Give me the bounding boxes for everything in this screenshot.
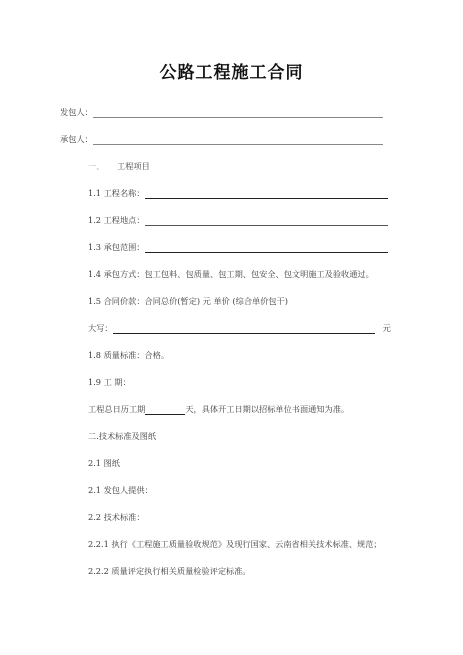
contract-scope-blank[interactable] [145, 243, 388, 253]
item-1-3-label: 1.3 承包范围： [88, 242, 145, 252]
item-2-1b: 2.1 发包人提供： [88, 485, 153, 495]
party-a-blank[interactable] [93, 108, 383, 118]
item-2-2-1: 2.2.1 执行《工程施工质量验收规范》及现行国家、云南省相关技术标准、规范； [88, 539, 382, 549]
item-2-2-2: 2.2.2 质量评定执行相关质量检验评定标准。 [88, 566, 251, 576]
daxie-unit: 元 [382, 323, 391, 333]
party-b-row [60, 133, 383, 145]
item-1-1-row [88, 187, 388, 199]
item-1-2-row [88, 214, 388, 226]
item-1-2-label: 1.2 工程地点： [88, 215, 145, 225]
item-1-3-row [88, 241, 388, 253]
item-1-1-label: 1.1 工程名称： [88, 188, 145, 198]
item-1-8: 1.8 质量标准：合格。 [88, 350, 170, 360]
duration-days-blank[interactable] [145, 405, 185, 415]
section1-heading [88, 160, 150, 172]
daxie-label: 大写： [88, 323, 113, 333]
item-2-2: 2.2 技术标准： [88, 512, 145, 522]
party-a-row [60, 106, 383, 118]
contract-title: 公路工程施工合同 [159, 63, 304, 83]
section1-heading-num: 一、 [88, 161, 105, 171]
section2-heading: 二.技术标准及图纸 [88, 431, 157, 441]
item-2-1: 2.1 图纸 [88, 458, 120, 468]
daxie-row [88, 322, 391, 334]
daxie-amount-blank[interactable] [113, 324, 375, 334]
project-name-blank[interactable] [145, 189, 388, 199]
party-b-label: 承包人： [60, 134, 93, 144]
project-location-blank[interactable] [145, 216, 388, 226]
item-1-9: 1.9 工 期： [88, 377, 131, 387]
duration-prefix: 工程总日历工期 [88, 404, 146, 414]
duration-row [88, 403, 349, 415]
item-1-4: 1.4 承包方式：包工包料、包质量、包工期、包安全、包文明施工及验收通过。 [88, 269, 374, 279]
duration-suffix: 天，具体开工日期以招标单位书面通知为准。 [185, 404, 350, 414]
item-1-5: 1.5 合同价款：合同总价(暂定) 元 单价 (综合单价包干) [88, 296, 288, 306]
party-a-label: 发包人： [60, 107, 93, 117]
section1-heading-text: 工程项目 [117, 161, 150, 171]
party-b-blank[interactable] [93, 135, 383, 145]
